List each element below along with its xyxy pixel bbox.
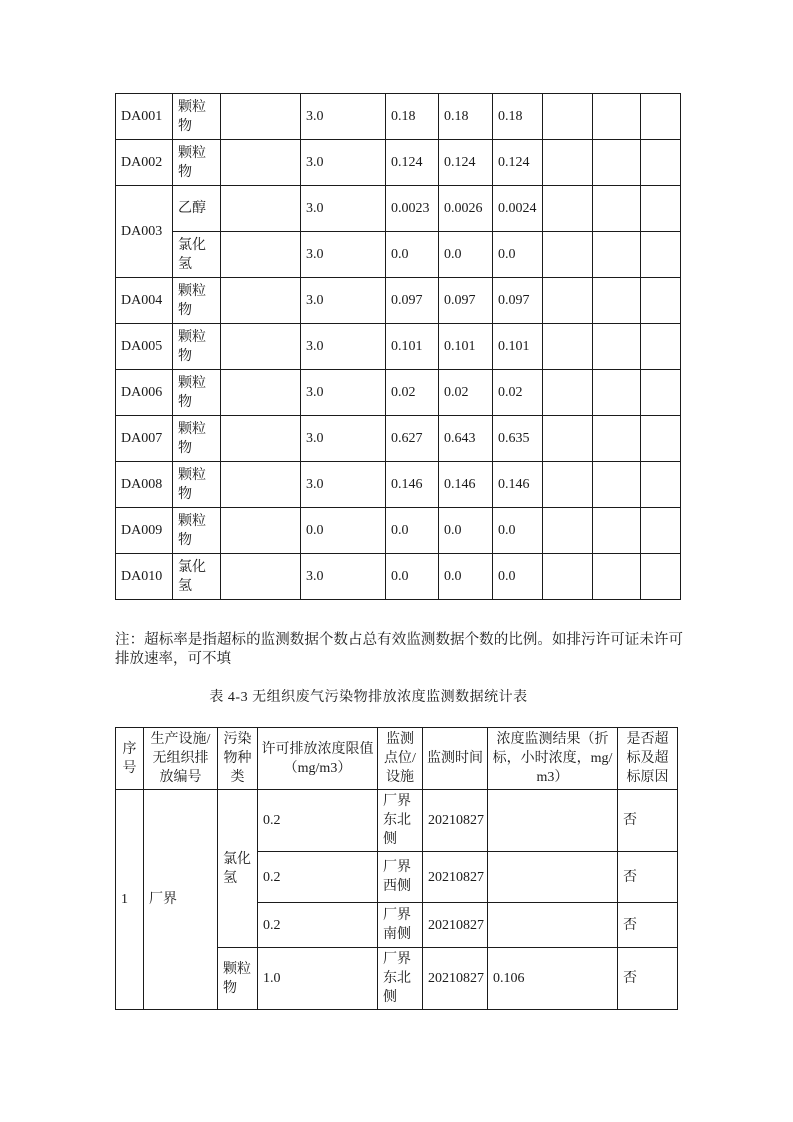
- value-cell: 0.097: [439, 278, 493, 324]
- limit-cell: 3.0: [301, 370, 386, 416]
- pollutant-cell: 颗粒物: [173, 416, 221, 462]
- empty-cell: [221, 94, 301, 140]
- limit-cell: 3.0: [301, 232, 386, 278]
- result-cell: 0.106: [488, 948, 618, 1010]
- stack-emission-table: [115, 93, 681, 600]
- value-cell: 0.02: [386, 370, 439, 416]
- value-cell: 0.101: [386, 324, 439, 370]
- time-cell: 20210827: [423, 948, 488, 1010]
- limit-cell: 0.0: [301, 508, 386, 554]
- empty-cell: [543, 416, 593, 462]
- result-cell: [488, 903, 618, 948]
- time-cell: 20210827: [423, 903, 488, 948]
- empty-cell: [593, 554, 641, 600]
- outlet-id-cell: DA009: [116, 508, 173, 554]
- value-cell: 0.124: [493, 140, 543, 186]
- pollutant-cell: 颗粒物: [218, 948, 258, 1010]
- table-row: [116, 278, 681, 324]
- value-cell: 0.0: [493, 554, 543, 600]
- empty-cell: [221, 370, 301, 416]
- limit-cell: 1.0: [258, 948, 378, 1010]
- pollutant-cell: 颗粒物: [173, 508, 221, 554]
- outlet-id-cell: DA005: [116, 324, 173, 370]
- empty-cell: [221, 324, 301, 370]
- value-cell: 0.0: [439, 508, 493, 554]
- value-cell: 0.097: [386, 278, 439, 324]
- value-cell: 0.18: [439, 94, 493, 140]
- limit-cell: 3.0: [301, 416, 386, 462]
- empty-cell: [593, 140, 641, 186]
- facility-cell: 厂界: [144, 790, 218, 1010]
- empty-cell: [543, 278, 593, 324]
- point-cell: 厂界东北侧: [378, 790, 423, 852]
- empty-cell: [641, 462, 681, 508]
- empty-cell: [593, 462, 641, 508]
- value-cell: 0.0: [493, 508, 543, 554]
- value-cell: 0.146: [386, 462, 439, 508]
- table-row: [116, 508, 681, 554]
- value-cell: 0.0: [439, 554, 493, 600]
- table-4-3-title: 表 4-3 无组织废气污染物排放浓度监测数据统计表: [209, 690, 528, 705]
- fugitive-emission-table: [115, 727, 678, 1010]
- empty-cell: [543, 94, 593, 140]
- table-row: [116, 186, 681, 232]
- empty-cell: [543, 462, 593, 508]
- outlet-id-cell: DA007: [116, 416, 173, 462]
- header-facility: 生产设施/无组织排放编号: [144, 728, 218, 790]
- result-cell: [488, 790, 618, 852]
- empty-cell: [543, 324, 593, 370]
- limit-cell: 3.0: [301, 324, 386, 370]
- point-cell: 厂界南侧: [378, 903, 423, 948]
- empty-cell: [641, 186, 681, 232]
- pollutant-cell: 颗粒物: [173, 140, 221, 186]
- value-cell: 0.18: [493, 94, 543, 140]
- table-row: [116, 232, 681, 278]
- value-cell: 0.0: [386, 232, 439, 278]
- empty-cell: [543, 186, 593, 232]
- result-cell: [488, 852, 618, 903]
- value-cell: 0.146: [439, 462, 493, 508]
- outlet-id-cell: DA008: [116, 462, 173, 508]
- exceed-cell: 否: [618, 903, 678, 948]
- limit-cell: 0.2: [258, 790, 378, 852]
- value-cell: 0.124: [439, 140, 493, 186]
- point-cell: 厂界东北侧: [378, 948, 423, 1010]
- empty-cell: [593, 186, 641, 232]
- empty-cell: [543, 554, 593, 600]
- exceed-cell: 否: [618, 948, 678, 1010]
- pollutant-cell: 氯化氢: [173, 232, 221, 278]
- empty-cell: [221, 140, 301, 186]
- limit-cell: 3.0: [301, 94, 386, 140]
- header-time: 监测时间: [423, 728, 488, 790]
- point-cell: 厂界西侧: [378, 852, 423, 903]
- table-footnote: 注：超标率是指超标的监测数据个数占总有效监测数据个数的比例。如排污许可证未许可排放速率，可不填: [115, 632, 683, 667]
- pollutant-cell: 颗粒物: [173, 370, 221, 416]
- empty-cell: [641, 278, 681, 324]
- header-limit: 许可排放浓度限值（mg/m3）: [258, 728, 378, 790]
- empty-cell: [543, 232, 593, 278]
- table-row: [116, 790, 678, 852]
- header-row: [116, 728, 678, 790]
- limit-cell: 3.0: [301, 462, 386, 508]
- pollutant-cell: 氯化氢: [218, 790, 258, 948]
- empty-cell: [593, 94, 641, 140]
- empty-cell: [593, 324, 641, 370]
- outlet-id-cell: DA003: [116, 186, 173, 278]
- table-row: [116, 462, 681, 508]
- exceed-cell: 否: [618, 790, 678, 852]
- limit-cell: 3.0: [301, 140, 386, 186]
- pollutant-cell: 乙醇: [173, 186, 221, 232]
- empty-cell: [593, 232, 641, 278]
- outlet-id-cell: DA004: [116, 278, 173, 324]
- value-cell: 0.0024: [493, 186, 543, 232]
- empty-cell: [593, 370, 641, 416]
- empty-cell: [543, 140, 593, 186]
- empty-cell: [543, 370, 593, 416]
- empty-cell: [641, 140, 681, 186]
- outlet-id-cell: DA010: [116, 554, 173, 600]
- empty-cell: [221, 232, 301, 278]
- table-row: [116, 324, 681, 370]
- value-cell: 0.101: [493, 324, 543, 370]
- outlet-id-cell: DA001: [116, 94, 173, 140]
- empty-cell: [221, 508, 301, 554]
- time-cell: 20210827: [423, 790, 488, 852]
- empty-cell: [593, 416, 641, 462]
- pollutant-cell: 颗粒物: [173, 324, 221, 370]
- value-cell: 0.0023: [386, 186, 439, 232]
- empty-cell: [221, 278, 301, 324]
- empty-cell: [641, 324, 681, 370]
- table-row: [116, 140, 681, 186]
- header-point: 监测点位/设施: [378, 728, 423, 790]
- table-row: [116, 554, 681, 600]
- limit-cell: 0.2: [258, 852, 378, 903]
- empty-cell: [641, 370, 681, 416]
- empty-cell: [641, 232, 681, 278]
- exceed-cell: 否: [618, 852, 678, 903]
- header-pollutant: 污染物种类: [218, 728, 258, 790]
- header-result: 浓度监测结果（折标，小时浓度，mg/m3）: [488, 728, 618, 790]
- pollutant-cell: 颗粒物: [173, 278, 221, 324]
- limit-cell: 0.2: [258, 903, 378, 948]
- value-cell: 0.18: [386, 94, 439, 140]
- value-cell: 0.146: [493, 462, 543, 508]
- table-row: [116, 416, 681, 462]
- value-cell: 0.101: [439, 324, 493, 370]
- value-cell: 0.0: [439, 232, 493, 278]
- value-cell: 0.0: [493, 232, 543, 278]
- limit-cell: 3.0: [301, 554, 386, 600]
- empty-cell: [641, 554, 681, 600]
- limit-cell: 3.0: [301, 186, 386, 232]
- value-cell: 0.02: [439, 370, 493, 416]
- limit-cell: 3.0: [301, 278, 386, 324]
- value-cell: 0.02: [493, 370, 543, 416]
- table-row: [116, 94, 681, 140]
- header-seq: 序号: [116, 728, 144, 790]
- pollutant-cell: 颗粒物: [173, 462, 221, 508]
- empty-cell: [641, 94, 681, 140]
- table-row: [116, 370, 681, 416]
- value-cell: 0.097: [493, 278, 543, 324]
- empty-cell: [641, 416, 681, 462]
- pollutant-cell: 氯化氢: [173, 554, 221, 600]
- empty-cell: [221, 554, 301, 600]
- value-cell: 0.0: [386, 554, 439, 600]
- value-cell: 0.643: [439, 416, 493, 462]
- outlet-id-cell: DA002: [116, 140, 173, 186]
- time-cell: 20210827: [423, 852, 488, 903]
- value-cell: 0.635: [493, 416, 543, 462]
- empty-cell: [221, 462, 301, 508]
- value-cell: 0.627: [386, 416, 439, 462]
- empty-cell: [593, 278, 641, 324]
- outlet-id-cell: DA006: [116, 370, 173, 416]
- empty-cell: [641, 508, 681, 554]
- pollutant-cell: 颗粒物: [173, 94, 221, 140]
- seq-cell: 1: [116, 790, 144, 1010]
- value-cell: 0.0: [386, 508, 439, 554]
- empty-cell: [593, 508, 641, 554]
- empty-cell: [221, 416, 301, 462]
- value-cell: 0.124: [386, 140, 439, 186]
- value-cell: 0.0026: [439, 186, 493, 232]
- header-exceed: 是否超标及超标原因: [618, 728, 678, 790]
- empty-cell: [221, 186, 301, 232]
- empty-cell: [543, 508, 593, 554]
